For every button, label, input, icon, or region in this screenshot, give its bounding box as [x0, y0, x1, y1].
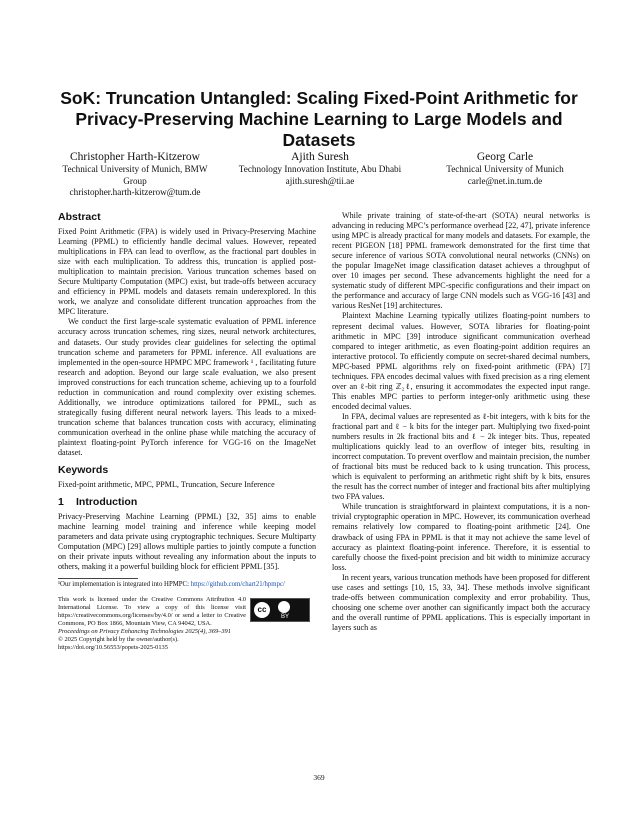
- doi-link[interactable]: https://doi.org/10.56553/popets-2025-0135: [58, 644, 168, 652]
- copyright-line: © 2025 Copyright held by the owner/author(s).: [58, 636, 179, 644]
- cc-by-logo: [250, 598, 310, 622]
- author-affiliation: Technology Innovation Institute, Abu Dhabi: [238, 164, 402, 174]
- introduction-paragraph-1: Privacy-Preserving Machine Learning (PPML) [32, 35] aims to enable machine learning model training and inference while keeping model parameters and data private using cryptographic techniques. Secure Multiparty Computation (MPC) [29] allows multiple parties to jointly compute a function on their private inputs without revealing any information about the inputs to others, making it a powerful building block for efficient PPML [35].: [58, 512, 316, 572]
- license-block: [58, 596, 316, 653]
- body-paragraph-2: Plaintext Machine Learning typically utilizes floating-point numbers to represent decimal values. However, SOTA libraries for floating-point arithmetic in MPC [39] introduce significant communication overhead compared to integer arithmetic, as even floating-point addition requires an interactive protocol. To efficiently compute on secret-shared decimal numbers, MPC-based PPML algorithms rely on fixed-point arithmetic (FPA) [7] techniques. FPA encodes decimal values with fixed precision as a ring element over an ℓ-bit ring ℤ₂ℓ, ensuring it accommodates the expected input range. This enables MPC parties to perform integer-only arithmetic using these encoded decimal values.: [332, 311, 590, 411]
- author-email[interactable]: ajith.suresh@tii.ae: [285, 175, 355, 186]
- body-paragraph-4: While truncation is straightforward in plaintext computations, it is a non-trivial cryptographic operation in MPC. However, its communication overhead remains relatively low compared to floating-point arithmetic [24]. One drawback of using FPA in PPML is that it may not achieve the same level of accuracy as plaintext floating-point inference. Therefore, it is essential to carefully choose the fixed-point precision and bit width to minimize accuracy loss.: [332, 502, 590, 572]
- body-paragraph-5: In recent years, various truncation methods have been proposed for different use cases and settings [10, 15, 33, 34]. These methods involve significant trade-offs between communication complexity and error probability. Thus, choosing one scheme over another can significantly impact both the accuracy and the overall runtime of PPML applications. This is especially important in layers such as: [332, 572, 590, 632]
- author-affiliation: Technical University of Munich: [446, 164, 564, 174]
- abstract-heading: Abstract: [58, 211, 101, 223]
- left-column: [58, 211, 316, 653]
- right-column: [332, 211, 590, 633]
- body-paragraph-3: In FPA, decimal values are represented as ℓ-bit integers, with k bits for the fractional part and ℓ − k bits for the integer part. Multiplying two fixed-point numbers results in 2k fractional bits and ℓ − 2k integer bits. Thus, repeated multiplications quickly lead to an overflow of integer bits, resulting in incorrect computation. To prevent overflow and maintain precision, the number of fractional bits must be reduced back to k using truncation. This process, which is equivalent to performing an arithmetic right shift by k bits, ensures the result has the correct number of integer and fractional bits after multiplying two FPA values.: [332, 411, 590, 502]
- author-name: Christopher Harth-Kitzerow: [70, 151, 200, 163]
- abstract-paragraph-1: Fixed Point Arithmetic (FPA) is widely used in Privacy-Preserving Machine Learning (PPML) to efficiently handle decimal values. However, repeated multiplications in FPA can lead to overflow, as the fractional part doubles in size with each multiplication. To address this, truncation is applied post-multiplication to maintain precision. Various truncation schemes based on Secure Multiparty Computation (MPC) exist, but trade-offs between accuracy and efficiency in PPML models and datasets remain underexplored. In this work, we analyze and consolidate different truncation approaches from the MPC literature.: [58, 227, 316, 317]
- author-affiliation: Technical University of Munich, BMW Group: [62, 164, 208, 186]
- cc-icon: cc: [254, 602, 270, 618]
- by-label: BY: [280, 613, 289, 620]
- section-title: Introduction: [76, 496, 138, 509]
- footnote-divider: [58, 578, 138, 579]
- author-3: [425, 150, 585, 187]
- author-name: Ajith Suresh: [291, 151, 349, 163]
- author-email[interactable]: christopher.harth-kitzerow@tum.de: [69, 187, 201, 197]
- body-paragraph-1: While private training of state-of-the-art (SOTA) neural networks is advancing in reducing MPC’s performance overhead [22, 47], private inference using MPC is already practical for many models and datasets. For example, the recent PIGEON [18] PPML framework demonstrated for the first time that secure inference of various SOTA convolutional neural networks (CNNs) on the popular ImageNet image classification dataset achieves a throughput of over 10 images per second. These advancements highlight the need for a systematic study of different MPC-specific configurations and their impact on the performance and accuracy of large CNN models such as VGG-16 [43] and various ResNet [19] architectures.: [332, 211, 590, 311]
- author-email[interactable]: carle@net.in.tum.de: [467, 175, 543, 186]
- keywords-text: Fixed-point arithmetic, MPC, PPML, Truncation, Secure Inference: [58, 480, 275, 490]
- footnote: [58, 581, 316, 590]
- proceedings-line: Proceedings on Privacy Enhancing Technologies 2025(4), 369–391: [58, 628, 231, 636]
- section-number: 1: [58, 496, 64, 509]
- footnote-link[interactable]: https://github.com/chart21/hpmpc/: [190, 581, 285, 589]
- person-icon: [278, 601, 290, 613]
- abstract-paragraph-2: We conduct the first large-scale systematic evaluation of PPML inference accuracy across truncation schemes, ring sizes, neural network architectures, and datasets. Our study provides clear guidelines for selecting the optimal truncation scheme and parameters for PPML inference. All evaluations are implemented in the open-source HPMPC MPC framework ¹ , facilitating future research and adoption. Beyond our large scale evaluation, we also present improved constructions for each truncation scheme, achieving up to a fourfold reduction in communication and round complexity over existing schemes. Additionally, we introduce optimizations tailored for PPML, such as strategically fusing different neural network layers. This leads to a mixed-truncation scheme that balances truncation costs with accuracy, eliminating communication overhead in the online phase while matching the accuracy of plaintext floating-point PyTorch inference for VGG-16 on the ImageNet dataset.: [58, 317, 316, 458]
- keywords-heading: Keywords: [58, 464, 109, 477]
- introduction-heading: [58, 496, 316, 509]
- author-1: [60, 150, 210, 199]
- author-name: Georg Carle: [476, 151, 534, 163]
- author-2: [235, 150, 405, 187]
- author-block: [40, 150, 598, 210]
- paper-title: SoK: Truncation Untangled: Scaling Fixed-Point Arithmetic for Privacy-Preserving Machine Learning to Large Models and Datasets: [60, 88, 578, 150]
- footnote-text: ¹Our implementation is integrated into HPMPC:: [58, 581, 191, 589]
- page-number: 369: [313, 773, 325, 782]
- license-text: This work is licensed under the Creative Commons Attribution 4.0 International License. To view a copy of this license visit https://creativecommons.org/licenses/by/4.0/ or send a letter to Creative Commons, PO Box 1866, Mountain View, CA 94042, USA.: [58, 595, 246, 628]
